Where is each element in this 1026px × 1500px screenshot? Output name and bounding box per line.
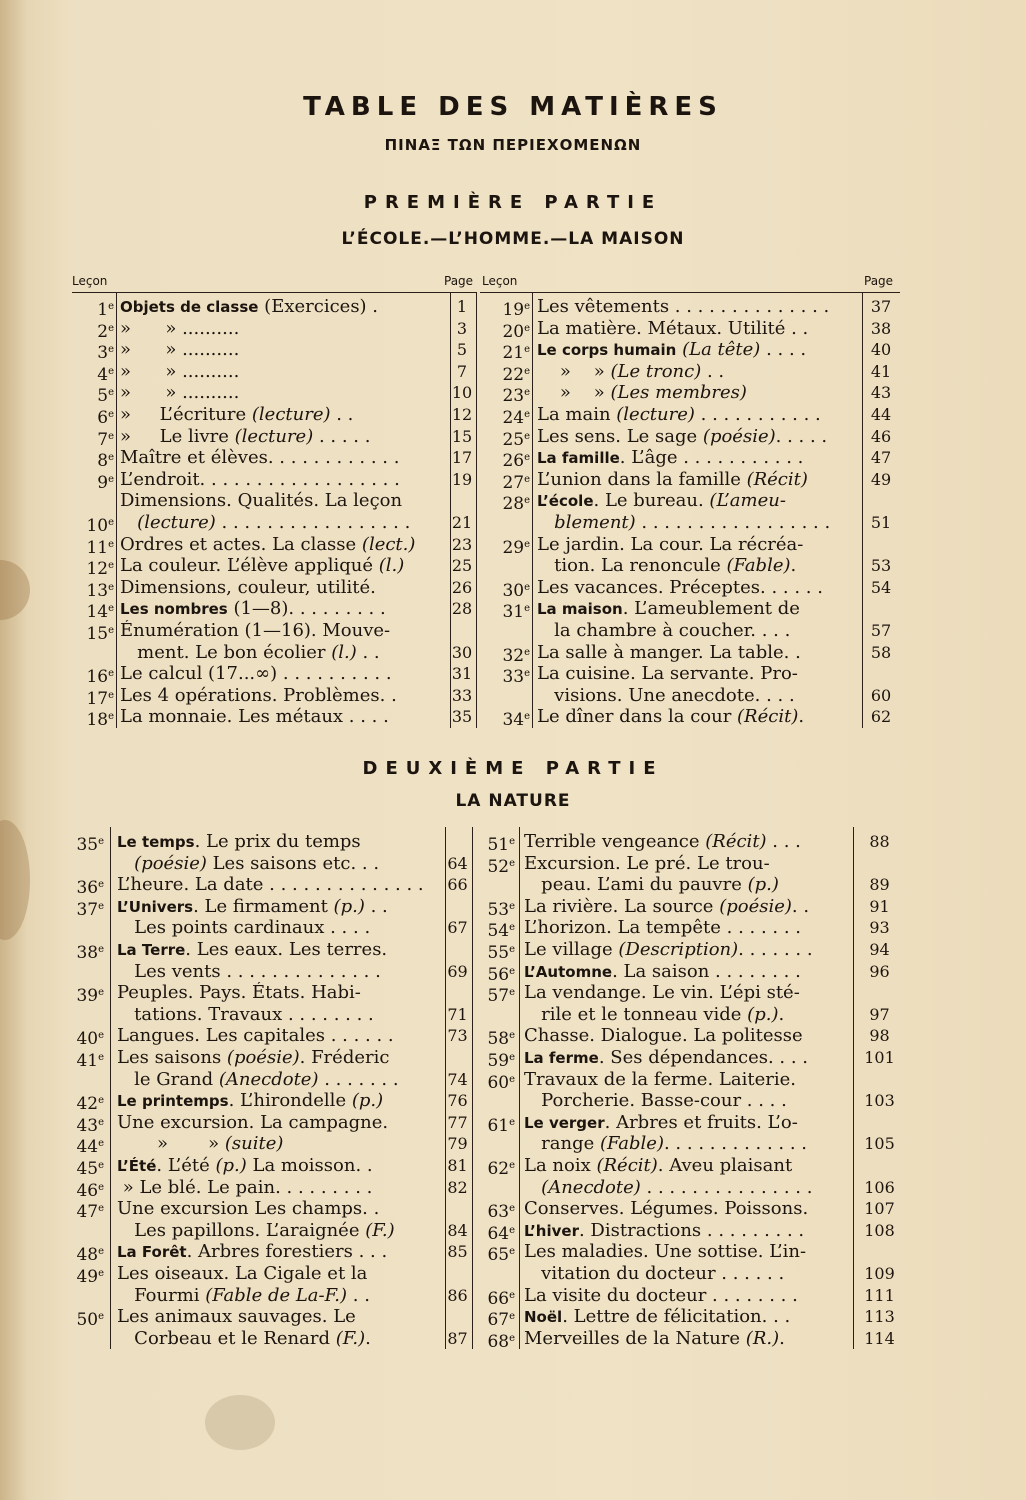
lesson-number: 47e: [76, 1202, 104, 1223]
lesson-number: 23e: [502, 386, 530, 407]
table-rule: [480, 292, 900, 293]
column-header-page: Page: [444, 274, 474, 288]
lesson-title: Les vents . . . . . . . . . . . . . .: [117, 960, 381, 982]
lesson-title: La couleur. L’élève appliqué (l.): [120, 555, 405, 577]
lesson-title: vitation du docteur . . . . . .: [524, 1263, 785, 1284]
lesson-title: La rivière. La source (poésie). .: [524, 895, 810, 917]
lesson-number: 65e: [487, 1245, 515, 1266]
lesson-number: 51e: [487, 835, 515, 855]
lesson-title: Les nombres (1—8). . . . . . . . .: [120, 598, 386, 620]
lesson-title: Une excursion Les champs. .: [117, 1198, 380, 1220]
lesson-title: Peuples. Pays. États. Habi-: [117, 982, 361, 1004]
lesson-number: 19e: [502, 300, 530, 320]
page-number: 1: [456, 297, 468, 316]
lesson-number: 66e: [487, 1288, 515, 1309]
lesson-number: 25e: [502, 429, 530, 450]
lesson-number: 11e: [86, 537, 114, 558]
page-number: 103: [864, 1091, 895, 1111]
lesson-number: 7e: [97, 429, 114, 450]
lesson-number: 63e: [487, 1202, 515, 1223]
page-number: 19: [451, 469, 473, 489]
page-number: 44: [870, 405, 892, 424]
lesson-title: Merveilles de la Nature (R.).: [524, 1327, 785, 1349]
lesson-title: » L’écriture (lecture) . .: [120, 404, 354, 425]
page-number: 84: [447, 1220, 468, 1240]
column-header-lecon: Leçon: [72, 274, 108, 288]
page-number: 54: [870, 577, 892, 597]
page-number: 76: [447, 1091, 468, 1111]
lesson-title: » » ..........: [120, 382, 240, 404]
lesson-number: 22e: [502, 364, 530, 385]
lesson-number: 10e: [86, 516, 114, 536]
lesson-title: Le village (Description). . . . . . .: [524, 939, 813, 960]
lesson-number: 2e: [97, 321, 114, 342]
lesson-title: L’Univers. Le firmament (p.) . .: [117, 895, 388, 917]
lesson-title: La cuisine. La servante. Pro-: [537, 663, 798, 685]
lesson-title: Les maladies. Une sottise. L’in-: [524, 1241, 807, 1263]
lesson-number: 9e: [97, 472, 114, 493]
page-number: 82: [447, 1177, 468, 1197]
lesson-number: 35e: [76, 835, 104, 855]
lesson-title: L’hiver. Distractions . . . . . . . . .: [524, 1219, 805, 1241]
lesson-title: Une excursion. La campagne.: [117, 1111, 389, 1133]
lesson-title: La noix (Récit). Aveu plaisant: [524, 1155, 793, 1176]
lesson-title: Le calcul (17...∞) . . . . . . . . . .: [120, 663, 392, 685]
lesson-number: 64e: [487, 1223, 515, 1244]
lesson-number: 46e: [76, 1180, 104, 1201]
lesson-title: » Le livre (lecture) . . . . .: [120, 425, 371, 447]
lesson-number: 34e: [502, 710, 530, 731]
page-number: 85: [447, 1242, 468, 1262]
lesson-title: Le dîner dans la cour (Récit).: [537, 706, 805, 728]
lesson-number: 30e: [502, 580, 530, 601]
lesson-title: Conserves. Légumes. Poissons.: [524, 1198, 809, 1220]
lesson-number: 55e: [487, 943, 515, 963]
page-number: 91: [869, 896, 890, 916]
lesson-title: Les vêtements . . . . . . . . . . . . . .: [537, 296, 830, 317]
page-number: 94: [869, 940, 890, 959]
page-number: 113: [864, 1307, 895, 1327]
lesson-number: 21e: [502, 343, 530, 364]
lesson-title: Ordres et actes. La classe (lect.): [120, 533, 416, 555]
page-number: 74: [447, 1069, 468, 1089]
lesson-number: 39e: [76, 986, 104, 1007]
lesson-title: Fourmi (Fable de La-F.) . .: [117, 1284, 370, 1306]
page-number: 7: [456, 361, 468, 381]
lesson-number: 20e: [502, 321, 530, 342]
page-number: 101: [864, 1048, 895, 1067]
page-number: 60: [870, 685, 892, 705]
page-number: 114: [864, 1328, 895, 1348]
page-number: 98: [869, 1026, 890, 1046]
lesson-title: » Le blé. Le pain. . . . . . . . .: [117, 1176, 373, 1198]
lesson-number: 8e: [97, 451, 114, 472]
lesson-title: Les points cardinaux . . . .: [117, 917, 371, 939]
lesson-number: 59e: [487, 1051, 515, 1071]
lesson-number: 14e: [86, 602, 114, 623]
greek-title: ΠΙΝΑΞ ΤΩΝ ΠΕΡΙΕΧΟΜΕΝΩΝ: [384, 136, 642, 154]
lesson-title: La main (lecture) . . . . . . . . . . .: [537, 404, 821, 425]
lesson-number: 68e: [487, 1331, 515, 1352]
lesson-title: La maison. L’ameublement de: [537, 598, 800, 620]
lesson-title: Les vacances. Préceptes. . . . . .: [537, 576, 823, 598]
lesson-number: 61e: [487, 1115, 515, 1136]
lesson-title: (poésie) Les saisons etc. . .: [134, 852, 380, 874]
page-number: 66: [447, 875, 468, 895]
page-number: 109: [864, 1264, 895, 1283]
page-number: 10: [451, 383, 473, 403]
page-number: 69: [447, 961, 468, 981]
lesson-title: » » ..........: [120, 339, 240, 361]
page-number: 79: [447, 1134, 468, 1154]
page-number: 15: [451, 426, 473, 446]
page-number: 89: [869, 875, 890, 895]
lesson-title: La vendange. Le vin. L’épi sté-: [524, 982, 800, 1004]
lesson-number: 26e: [502, 451, 530, 472]
lesson-number: 36e: [76, 878, 104, 899]
lesson-title: peau. L’ami du pauvre (p.): [524, 874, 779, 896]
lesson-title: Langues. Les capitales . . . . . .: [117, 1025, 394, 1047]
lesson-number: 62e: [487, 1159, 515, 1179]
lesson-title: Dimensions. Qualités. La leçon: [120, 490, 403, 512]
lesson-title: Objets de classe (Exercices) .: [120, 296, 379, 317]
lesson-title: » » ..........: [120, 360, 240, 382]
page-number: 37: [870, 297, 892, 316]
lesson-number: 13e: [86, 580, 114, 601]
page-number: 47: [870, 448, 892, 468]
page-number: 21: [451, 513, 473, 532]
lesson-title: La Forêt. Arbres forestiers . . .: [117, 1241, 388, 1263]
lesson-number: 1e: [97, 300, 114, 320]
lesson-title: la chambre à coucher. . . .: [537, 620, 791, 641]
lesson-number: 54e: [487, 921, 515, 942]
page-number: 33: [451, 685, 473, 705]
page-number: 73: [447, 1026, 468, 1046]
lesson-number: 57e: [487, 986, 515, 1007]
paper-stain: [0, 820, 30, 940]
lesson-number: 40e: [76, 1029, 104, 1050]
lesson-title: L’école. Le bureau. (L’ameu-: [537, 490, 786, 512]
lesson-number: 41e: [76, 1051, 104, 1071]
lesson-number: 53e: [487, 899, 515, 920]
lesson-number: 28e: [502, 494, 530, 515]
lesson-title: Les animaux sauvages. Le: [117, 1306, 356, 1328]
table-rule: [72, 292, 476, 293]
lesson-number: 52e: [487, 856, 515, 877]
lesson-number: 43e: [76, 1115, 104, 1136]
lesson-number: 29e: [502, 537, 530, 558]
page-number: 5: [456, 340, 468, 360]
lesson-title: L’union dans la famille (Récit): [537, 468, 808, 490]
page-number: 106: [864, 1177, 895, 1197]
page-number: 26: [451, 577, 473, 597]
lesson-title: La visite du docteur . . . . . . . .: [524, 1284, 798, 1306]
lesson-title: Porcherie. Basse-cour . . . .: [524, 1090, 787, 1112]
page-number: 71: [447, 1004, 468, 1024]
page-number: 40: [870, 340, 892, 360]
page-number: 107: [864, 1199, 895, 1219]
page-number: 17: [451, 448, 473, 468]
lesson-number: 5e: [97, 386, 114, 407]
lesson-title: Les papillons. L’araignée (F.): [117, 1219, 395, 1241]
lesson-title: (Anecdote) . . . . . . . . . . . . . . .: [541, 1176, 813, 1198]
page-number: 57: [870, 621, 892, 640]
page-number: 35: [451, 707, 473, 727]
part-heading: DEUXIÈME PARTIE: [362, 758, 664, 779]
lesson-title: Le jardin. La cour. La récréa-: [537, 533, 804, 555]
lesson-number: 32e: [502, 645, 530, 666]
lesson-title: La matière. Métaux. Utilité . .: [537, 317, 809, 339]
page-number: 23: [451, 534, 473, 554]
lesson-title: Le verger. Arbres et fruits. L’o-: [524, 1111, 798, 1133]
lesson-title: rile et le tonneau vide (p.).: [524, 1003, 785, 1025]
page-number: 108: [864, 1220, 895, 1240]
lesson-title: Les oiseaux. La Cigale et la: [117, 1263, 368, 1284]
lesson-number: 6e: [97, 408, 114, 428]
page-number: 31: [451, 664, 473, 684]
lesson-number: 16e: [86, 667, 114, 688]
page-number: 49: [870, 469, 892, 489]
lesson-title: Les saisons (poésie). Fréderic: [117, 1047, 390, 1068]
page-number: 105: [864, 1134, 895, 1154]
lesson-title: Chasse. Dialogue. La politesse: [524, 1025, 803, 1047]
column-header-page: Page: [864, 274, 894, 288]
column-divider: [519, 827, 520, 1349]
page-number: 97: [869, 1004, 890, 1024]
page-number: 62: [870, 707, 892, 727]
lesson-number: 67e: [487, 1310, 515, 1331]
page-number: 86: [447, 1285, 468, 1305]
page-number: 111: [864, 1285, 895, 1305]
lesson-title: La monnaie. Les métaux . . . .: [120, 706, 389, 728]
lesson-number: 27e: [502, 472, 530, 493]
paper-stain: [205, 1395, 275, 1450]
lesson-title: L’heure. La date . . . . . . . . . . . . . .: [117, 874, 424, 896]
lesson-title: Noël. Lettre de félicitation. . .: [524, 1306, 791, 1328]
part-subheading: LA NATURE: [455, 791, 571, 811]
lesson-title: Travaux de la ferme. Laiterie.: [524, 1068, 796, 1090]
lesson-title: Maître et élèves. . . . . . . . . . . .: [120, 447, 400, 469]
page-number: 93: [869, 918, 890, 938]
lesson-number: 12e: [86, 559, 114, 580]
lesson-number: 15e: [86, 624, 114, 644]
lesson-number: 18e: [86, 710, 114, 731]
lesson-number: 24e: [502, 408, 530, 428]
lesson-title: L’Automne. La saison . . . . . . . .: [524, 960, 801, 982]
lesson-number: 44e: [76, 1137, 104, 1158]
page-number: 41: [870, 361, 892, 381]
lesson-title: La ferme. Ses dépendances. . . .: [524, 1047, 809, 1068]
paper-stain: [0, 560, 30, 620]
lesson-title: Les 4 opérations. Problèmes. .: [120, 684, 397, 706]
page-number: 3: [456, 318, 468, 338]
lesson-number: 17e: [86, 688, 114, 709]
lesson-title: L’endroit. . . . . . . . . . . . . . . . . .: [120, 468, 400, 490]
page-number: 64: [447, 853, 468, 873]
page-number: 87: [447, 1328, 468, 1348]
lesson-title: La famille. L’âge . . . . . . . . . . .: [537, 447, 804, 469]
page-number: 67: [447, 918, 468, 938]
lesson-title: » » ..........: [120, 317, 240, 339]
lesson-title: Les sens. Le sage (poésie). . . . .: [537, 425, 828, 447]
lesson-title: L’horizon. La tempête . . . . . . .: [524, 917, 802, 939]
lesson-title: ment. Le bon écolier (l.) . .: [120, 641, 380, 663]
lesson-title: tations. Travaux . . . . . . . .: [117, 1003, 374, 1025]
column-divider: [116, 292, 117, 728]
lesson-number: 3e: [97, 343, 114, 364]
lesson-number: 4e: [97, 364, 114, 385]
lesson-title: (lecture) . . . . . . . . . . . . . . . . .: [137, 512, 411, 533]
page-number: 77: [447, 1112, 468, 1132]
lesson-number: 42e: [76, 1094, 104, 1115]
page-number: 28: [451, 599, 473, 619]
lesson-title: Énumération (1—16). Mouve-: [120, 620, 391, 641]
lesson-title: Dimensions, couleur, utilité.: [120, 576, 376, 598]
lesson-title: Le temps. Le prix du temps: [117, 831, 361, 852]
lesson-number: 48e: [76, 1245, 104, 1266]
lesson-title: La salle à manger. La table. .: [537, 641, 801, 663]
lesson-title: blement) . . . . . . . . . . . . . . . . .: [554, 512, 831, 533]
page-number: 58: [870, 642, 892, 662]
page-number: 96: [869, 961, 890, 981]
lesson-title: » » (suite): [117, 1133, 284, 1155]
column-divider: [476, 292, 477, 728]
lesson-number: 31e: [502, 602, 530, 623]
lesson-number: 45e: [76, 1159, 104, 1179]
lesson-number: 37e: [76, 899, 104, 920]
lesson-number: 50e: [76, 1310, 104, 1331]
lesson-title: » » (Le tronc) . .: [537, 360, 725, 382]
part-subheading: L’ÉCOLE.—L’HOMME.—LA MAISON: [341, 229, 685, 249]
lesson-number: 49e: [76, 1267, 104, 1287]
page-number: 53: [870, 556, 892, 576]
lesson-number: 56e: [487, 964, 515, 985]
lesson-title: La Terre. Les eaux. Les terres.: [117, 939, 388, 960]
lesson-title: visions. Une anecdote. . . .: [537, 684, 795, 706]
page-number: 81: [447, 1156, 468, 1175]
column-divider: [532, 292, 533, 728]
lesson-number: 38e: [76, 943, 104, 963]
page-title: TABLE DES MATIÈRES: [303, 92, 723, 122]
lesson-title: Terrible vengeance (Récit) . . .: [524, 831, 801, 852]
page-number: 51: [870, 513, 892, 532]
column-divider: [110, 827, 111, 1349]
page-number: 38: [870, 318, 892, 338]
page-number: 43: [870, 383, 892, 403]
lesson-title: le Grand (Anecdote) . . . . . . .: [117, 1068, 399, 1090]
lesson-number: 58e: [487, 1029, 515, 1050]
page-number: 25: [451, 556, 473, 576]
lesson-title: Corbeau et le Renard (F.).: [117, 1327, 371, 1349]
page-number: 46: [870, 426, 892, 446]
lesson-title: Le corps humain (La tête) . . . .: [537, 339, 807, 361]
lesson-number: 33e: [502, 667, 530, 688]
lesson-title: Excursion. Le pré. Le trou-: [524, 852, 770, 874]
lesson-number: 60e: [487, 1072, 515, 1093]
column-header-lecon: Leçon: [482, 274, 518, 288]
lesson-title: Le printemps. L’hirondelle (p.): [117, 1090, 384, 1112]
page-number: 30: [451, 642, 473, 662]
lesson-title: range (Fable). . . . . . . . . . . . .: [524, 1133, 808, 1155]
page-number: 88: [869, 832, 890, 851]
lesson-title: L’Été. L’été (p.) La moisson. .: [117, 1155, 373, 1176]
lesson-title: tion. La renoncule (Fable).: [537, 555, 797, 577]
part-heading: PREMIÈRE PARTIE: [363, 192, 663, 213]
page-number: 12: [451, 405, 473, 424]
lesson-title: » » (Les membres): [537, 382, 747, 404]
